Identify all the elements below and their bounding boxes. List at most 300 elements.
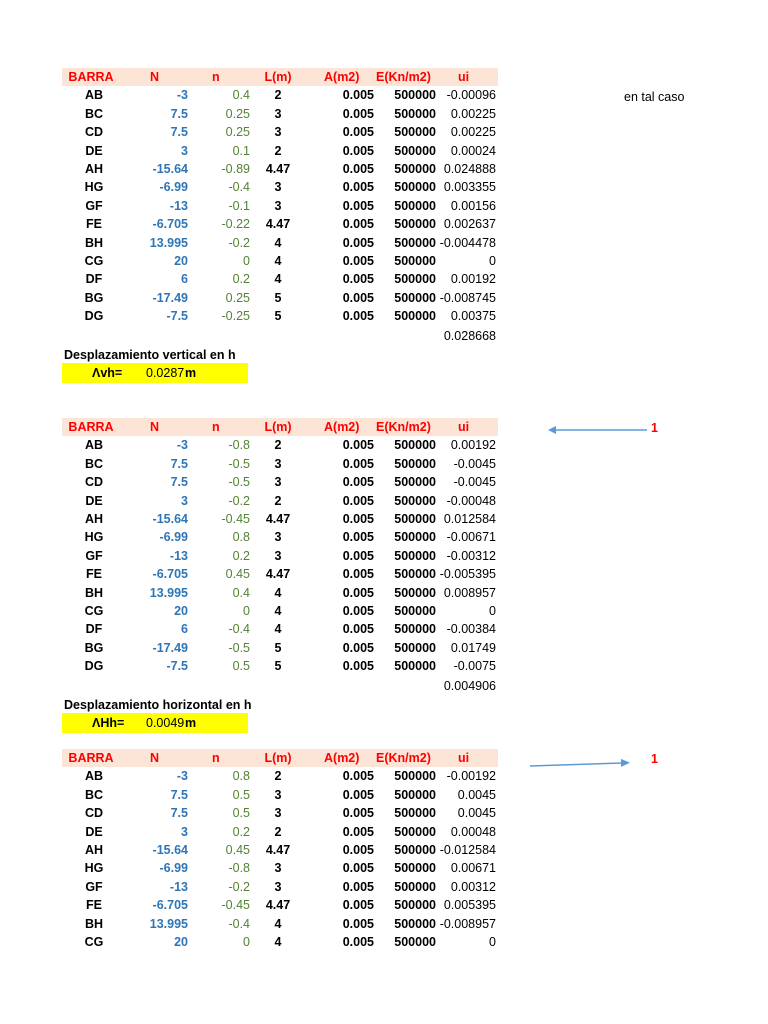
cell-barra: AB [84, 438, 104, 453]
cell-N: -6.99 [159, 861, 188, 876]
cell-N: -3 [176, 438, 188, 453]
cell-ui: 0.0045 [457, 787, 496, 802]
cell-modulus: 500000 [394, 88, 436, 103]
cell-area: 0.005 [342, 879, 374, 894]
cell-modulus: 500000 [394, 659, 436, 674]
cell-n: -0.4 [228, 622, 250, 637]
cell-ui: -0.0075 [453, 659, 496, 674]
cell-n: -0.8 [228, 861, 250, 876]
cell-n: -0.1 [228, 198, 250, 213]
cell-N: 7.5 [170, 106, 188, 121]
cell-barra: BC [84, 456, 104, 471]
cell-ui: 0.00225 [450, 125, 496, 140]
cell-length: 4 [274, 916, 282, 931]
cell-n: -0.8 [228, 438, 250, 453]
cell-area: 0.005 [342, 235, 374, 250]
table-row [62, 455, 498, 473]
cell-barra: CD [84, 125, 104, 140]
cell-barra: FE [86, 898, 102, 913]
header-area: A(m2) [324, 70, 360, 84]
cell-length: 3 [274, 456, 282, 471]
cell-area: 0.005 [342, 161, 374, 176]
cell-area: 0.005 [342, 640, 374, 655]
table-row [62, 160, 498, 178]
cell-area: 0.005 [342, 217, 374, 232]
cell-length: 3 [274, 106, 282, 121]
cell-barra: AH [84, 842, 104, 857]
cell-ui: 0.00312 [450, 879, 496, 894]
cell-modulus: 500000 [394, 106, 436, 121]
cell-n: 0.2 [232, 824, 250, 839]
cell-n: -0.22 [221, 217, 250, 232]
result-label: ΛHh= [92, 716, 125, 730]
table-row [62, 197, 498, 215]
table-row [62, 639, 498, 657]
header-N: N [150, 70, 160, 84]
cell-N: -6.705 [152, 217, 188, 232]
cell-length: 4 [274, 235, 282, 250]
cell-length: 3 [274, 530, 282, 545]
cell-area: 0.005 [342, 511, 374, 526]
result-value: 0.0287 [146, 366, 185, 380]
cell-area: 0.005 [342, 530, 374, 545]
right-arrow-icon [528, 757, 638, 771]
cell-ui: -0.00048 [446, 493, 496, 508]
cell-barra: HG [84, 180, 104, 195]
cell-ui: -0.00384 [446, 622, 496, 637]
cell-length: 3 [274, 125, 282, 140]
cell-n: -0.5 [228, 456, 250, 471]
cell-n: 0.4 [232, 88, 250, 103]
cell-length: 2 [274, 88, 282, 103]
table-row [62, 252, 498, 270]
cell-barra: BH [84, 235, 104, 250]
table-row [62, 215, 498, 233]
header-n: n [212, 70, 220, 84]
cell-ui: -0.008957 [439, 916, 496, 931]
cell-area: 0.005 [342, 567, 374, 582]
cell-n: 0.45 [225, 567, 250, 582]
cell-length: 2 [274, 769, 282, 784]
cell-ui: 0.012584 [443, 511, 496, 526]
cell-modulus: 500000 [394, 842, 436, 857]
cell-N: 13.995 [149, 235, 188, 250]
table-row [62, 307, 498, 325]
header-n: n [212, 751, 220, 765]
cell-length: 4.47 [265, 842, 291, 857]
cell-modulus: 500000 [394, 180, 436, 195]
vertical-displacement-result [62, 363, 248, 383]
cell-length: 3 [274, 861, 282, 876]
cell-N: -13 [169, 548, 188, 563]
table-horizontal-left [62, 418, 498, 675]
cell-barra: CD [84, 806, 104, 821]
cell-barra: BG [84, 640, 104, 655]
table-header [62, 418, 498, 436]
cell-length: 3 [274, 879, 282, 894]
cell-area: 0.005 [342, 548, 374, 563]
cell-N: 3 [181, 143, 188, 158]
cell-barra: BH [84, 585, 104, 600]
cell-area: 0.005 [342, 290, 374, 305]
table-row [62, 915, 498, 933]
cell-length: 4.47 [265, 511, 291, 526]
table-row [62, 804, 498, 822]
cell-barra: DF [85, 622, 103, 637]
table-row [62, 933, 498, 951]
cell-N: 3 [181, 493, 188, 508]
cell-barra: AB [84, 769, 104, 784]
cell-modulus: 500000 [394, 769, 436, 784]
table-vertical-sum: 0.028668 [443, 329, 496, 343]
cell-n: -0.45 [221, 898, 250, 913]
cell-length: 4 [274, 585, 282, 600]
cell-N: 13.995 [149, 916, 188, 931]
cell-modulus: 500000 [394, 217, 436, 232]
cell-length: 4 [274, 934, 282, 949]
cell-barra: BG [84, 290, 104, 305]
cell-area: 0.005 [342, 309, 374, 324]
cell-N: 6 [181, 622, 188, 637]
cell-barra: CG [84, 603, 104, 618]
table-horizontal-right [62, 749, 498, 951]
table-row [62, 123, 498, 141]
cell-n: -0.2 [228, 235, 250, 250]
cell-barra: AH [84, 511, 104, 526]
cell-area: 0.005 [342, 806, 374, 821]
cell-length: 4 [274, 253, 282, 268]
cell-length: 4 [274, 622, 282, 637]
table-row [62, 436, 498, 454]
cell-ui: 0.002637 [443, 217, 496, 232]
cell-length: 5 [274, 659, 282, 674]
cell-modulus: 500000 [394, 824, 436, 839]
result-unit: m [185, 716, 197, 730]
cell-N: 6 [181, 272, 188, 287]
cell-area: 0.005 [342, 916, 374, 931]
cell-length: 5 [274, 640, 282, 655]
cell-ui: 0.00225 [450, 106, 496, 121]
table-row [62, 270, 498, 288]
result-label: Λvh= [92, 366, 123, 380]
result-value: 0.0049 [146, 716, 185, 730]
table-row [62, 234, 498, 252]
cell-ui: 0.00671 [450, 861, 496, 876]
header-area: A(m2) [324, 420, 360, 434]
cell-length: 3 [274, 548, 282, 563]
cell-length: 2 [274, 493, 282, 508]
table-row [62, 565, 498, 583]
cell-N: 7.5 [170, 125, 188, 140]
cell-N: -13 [169, 198, 188, 213]
cell-modulus: 500000 [394, 475, 436, 490]
cell-area: 0.005 [342, 898, 374, 913]
cell-barra: BC [84, 106, 104, 121]
cell-length: 3 [274, 475, 282, 490]
cell-N: -7.5 [166, 309, 188, 324]
cell-length: 5 [274, 309, 282, 324]
table-row [62, 86, 498, 104]
cell-n: -0.5 [228, 475, 250, 490]
cell-n: -0.4 [228, 180, 250, 195]
cell-length: 3 [274, 787, 282, 802]
cell-N: 7.5 [170, 806, 188, 821]
cell-n: -0.2 [228, 493, 250, 508]
header-barra: BARRA [68, 420, 114, 434]
cell-ui: 0 [489, 253, 496, 268]
cell-n: -0.5 [228, 640, 250, 655]
cell-area: 0.005 [342, 934, 374, 949]
cell-barra: DG [84, 659, 104, 674]
cell-modulus: 500000 [394, 548, 436, 563]
table-row [62, 105, 498, 123]
cell-modulus: 500000 [394, 125, 436, 140]
cell-ui: 0.00024 [450, 143, 496, 158]
table-row [62, 823, 498, 841]
header-ui: ui [458, 420, 470, 434]
cell-modulus: 500000 [394, 253, 436, 268]
cell-length: 4.47 [265, 898, 291, 913]
cell-modulus: 500000 [394, 585, 436, 600]
cell-N: -15.64 [152, 161, 188, 176]
cell-area: 0.005 [342, 475, 374, 490]
cell-n: 0.25 [225, 106, 250, 121]
cell-N: 3 [181, 824, 188, 839]
left-arrow-icon [545, 424, 655, 436]
header-ui: ui [458, 751, 470, 765]
cell-N: -3 [176, 769, 188, 784]
cell-ui: -0.00192 [446, 769, 496, 784]
cell-area: 0.005 [342, 143, 374, 158]
header-length: L(m) [264, 70, 292, 84]
cell-modulus: 500000 [394, 640, 436, 655]
cell-modulus: 500000 [394, 879, 436, 894]
cell-barra: DE [85, 143, 103, 158]
table-row [62, 620, 498, 638]
header-barra: BARRA [68, 70, 114, 84]
table-header [62, 68, 498, 86]
cell-n: -0.4 [228, 916, 250, 931]
cell-n: 0.8 [232, 769, 250, 784]
cell-barra: BC [84, 787, 104, 802]
cell-area: 0.005 [342, 180, 374, 195]
vertical-displacement-title: Desplazamiento vertical en h [64, 348, 236, 362]
table-row [62, 841, 498, 859]
cell-n: 0.1 [232, 143, 250, 158]
cell-length: 2 [274, 438, 282, 453]
note-text: en tal caso [624, 90, 685, 104]
cell-n: 0.25 [225, 125, 250, 140]
cell-area: 0.005 [342, 585, 374, 600]
cell-n: 0.5 [232, 659, 250, 674]
cell-ui: 0.00156 [450, 198, 496, 213]
cell-ui: 0.005395 [443, 898, 496, 913]
cell-area: 0.005 [342, 493, 374, 508]
cell-ui: -0.0045 [453, 475, 496, 490]
cell-N: 13.995 [149, 585, 188, 600]
cell-N: -3 [176, 88, 188, 103]
cell-modulus: 500000 [394, 787, 436, 802]
cell-modulus: 500000 [394, 806, 436, 821]
cell-modulus: 500000 [394, 143, 436, 158]
cell-modulus: 500000 [394, 456, 436, 471]
table-row [62, 492, 498, 510]
cell-area: 0.005 [342, 769, 374, 784]
cell-length: 2 [274, 824, 282, 839]
cell-area: 0.005 [342, 125, 374, 140]
cell-n: 0.2 [232, 272, 250, 287]
cell-N: -6.705 [152, 898, 188, 913]
cell-n: -0.89 [221, 161, 250, 176]
table-header [62, 749, 498, 767]
cell-N: -6.705 [152, 567, 188, 582]
cell-N: -6.99 [159, 180, 188, 195]
cell-area: 0.005 [342, 622, 374, 637]
cell-length: 4.47 [265, 567, 291, 582]
table-row [62, 142, 498, 160]
cell-n: 0.2 [232, 548, 250, 563]
header-area: A(m2) [324, 751, 360, 765]
cell-N: -15.64 [152, 511, 188, 526]
cell-ui: 0.003355 [443, 180, 496, 195]
cell-modulus: 500000 [394, 438, 436, 453]
cell-modulus: 500000 [394, 511, 436, 526]
cell-barra: GF [85, 879, 103, 894]
cell-ui: 0.01749 [450, 640, 496, 655]
cell-N: -15.64 [152, 842, 188, 857]
header-modulus: E(Kn/m2) [376, 420, 431, 434]
cell-length: 4.47 [265, 217, 291, 232]
cell-N: -17.49 [152, 640, 188, 655]
cell-length: 3 [274, 198, 282, 213]
header-N: N [150, 751, 160, 765]
cell-ui: 0.024888 [443, 161, 496, 176]
cell-barra: CD [84, 475, 104, 490]
cell-n: 0.4 [232, 585, 250, 600]
header-N: N [150, 420, 160, 434]
cell-area: 0.005 [342, 659, 374, 674]
cell-n: -0.2 [228, 879, 250, 894]
cell-modulus: 500000 [394, 272, 436, 287]
cell-ui: -0.012584 [439, 842, 496, 857]
cell-modulus: 500000 [394, 309, 436, 324]
cell-n: -0.25 [221, 309, 250, 324]
cell-area: 0.005 [342, 438, 374, 453]
unit-load-label: 1 [651, 752, 658, 766]
cell-ui: -0.008745 [439, 290, 496, 305]
cell-barra: AB [84, 88, 104, 103]
cell-area: 0.005 [342, 272, 374, 287]
table-row [62, 510, 498, 528]
table-row [62, 473, 498, 491]
cell-ui: -0.0045 [453, 456, 496, 471]
cell-barra: BH [84, 916, 104, 931]
cell-modulus: 500000 [394, 530, 436, 545]
cell-barra: DE [85, 824, 103, 839]
table-row [62, 528, 498, 546]
cell-barra: GF [85, 548, 103, 563]
cell-length: 5 [274, 290, 282, 305]
cell-area: 0.005 [342, 106, 374, 121]
cell-N: 20 [174, 603, 188, 618]
table-row [62, 767, 498, 785]
cell-area: 0.005 [342, 198, 374, 213]
header-modulus: E(Kn/m2) [376, 751, 431, 765]
cell-ui: 0.00048 [450, 824, 496, 839]
cell-modulus: 500000 [394, 898, 436, 913]
cell-area: 0.005 [342, 787, 374, 802]
header-length: L(m) [264, 751, 292, 765]
cell-area: 0.005 [342, 842, 374, 857]
cell-ui: -0.00671 [446, 530, 496, 545]
cell-N: -6.99 [159, 530, 188, 545]
cell-N: -17.49 [152, 290, 188, 305]
table-row [62, 878, 498, 896]
cell-ui: 0.00192 [450, 272, 496, 287]
cell-modulus: 500000 [394, 622, 436, 637]
cell-length: 3 [274, 806, 282, 821]
cell-n: 0.45 [225, 842, 250, 857]
cell-ui: 0.00375 [450, 309, 496, 324]
cell-ui: 0 [489, 603, 496, 618]
cell-modulus: 500000 [394, 161, 436, 176]
cell-N: 7.5 [170, 475, 188, 490]
cell-modulus: 500000 [394, 603, 436, 618]
cell-length: 3 [274, 180, 282, 195]
cell-n: 0.5 [232, 787, 250, 802]
cell-modulus: 500000 [394, 934, 436, 949]
cell-ui: 0.008957 [443, 585, 496, 600]
cell-length: 4 [274, 603, 282, 618]
cell-length: 2 [274, 143, 282, 158]
cell-area: 0.005 [342, 861, 374, 876]
header-n: n [212, 420, 220, 434]
cell-n: 0.25 [225, 290, 250, 305]
cell-barra: CG [84, 934, 104, 949]
cell-n: 0 [243, 603, 250, 618]
cell-area: 0.005 [342, 603, 374, 618]
header-length: L(m) [264, 420, 292, 434]
table-row [62, 786, 498, 804]
cell-barra: FE [86, 217, 102, 232]
table-row [62, 602, 498, 620]
cell-barra: HG [84, 861, 104, 876]
cell-ui: 0.0045 [457, 806, 496, 821]
header-barra: BARRA [68, 751, 114, 765]
cell-barra: HG [84, 530, 104, 545]
cell-n: -0.45 [221, 511, 250, 526]
cell-barra: AH [84, 161, 104, 176]
cell-ui: 0.00192 [450, 438, 496, 453]
cell-ui: -0.00096 [446, 88, 496, 103]
cell-n: 0 [243, 253, 250, 268]
cell-modulus: 500000 [394, 567, 436, 582]
cell-ui: 0 [489, 934, 496, 949]
table-row [62, 547, 498, 565]
unit-load-label: 1 [651, 421, 658, 435]
cell-n: 0.5 [232, 806, 250, 821]
header-modulus: E(Kn/m2) [376, 70, 431, 84]
cell-area: 0.005 [342, 456, 374, 471]
cell-area: 0.005 [342, 253, 374, 268]
cell-modulus: 500000 [394, 235, 436, 250]
cell-ui: -0.005395 [439, 567, 496, 582]
cell-barra: CG [84, 253, 104, 268]
cell-barra: DF [85, 272, 103, 287]
table-vertical [62, 68, 498, 325]
table-horizontal-sum: 0.004906 [443, 679, 496, 693]
header-ui: ui [458, 70, 470, 84]
